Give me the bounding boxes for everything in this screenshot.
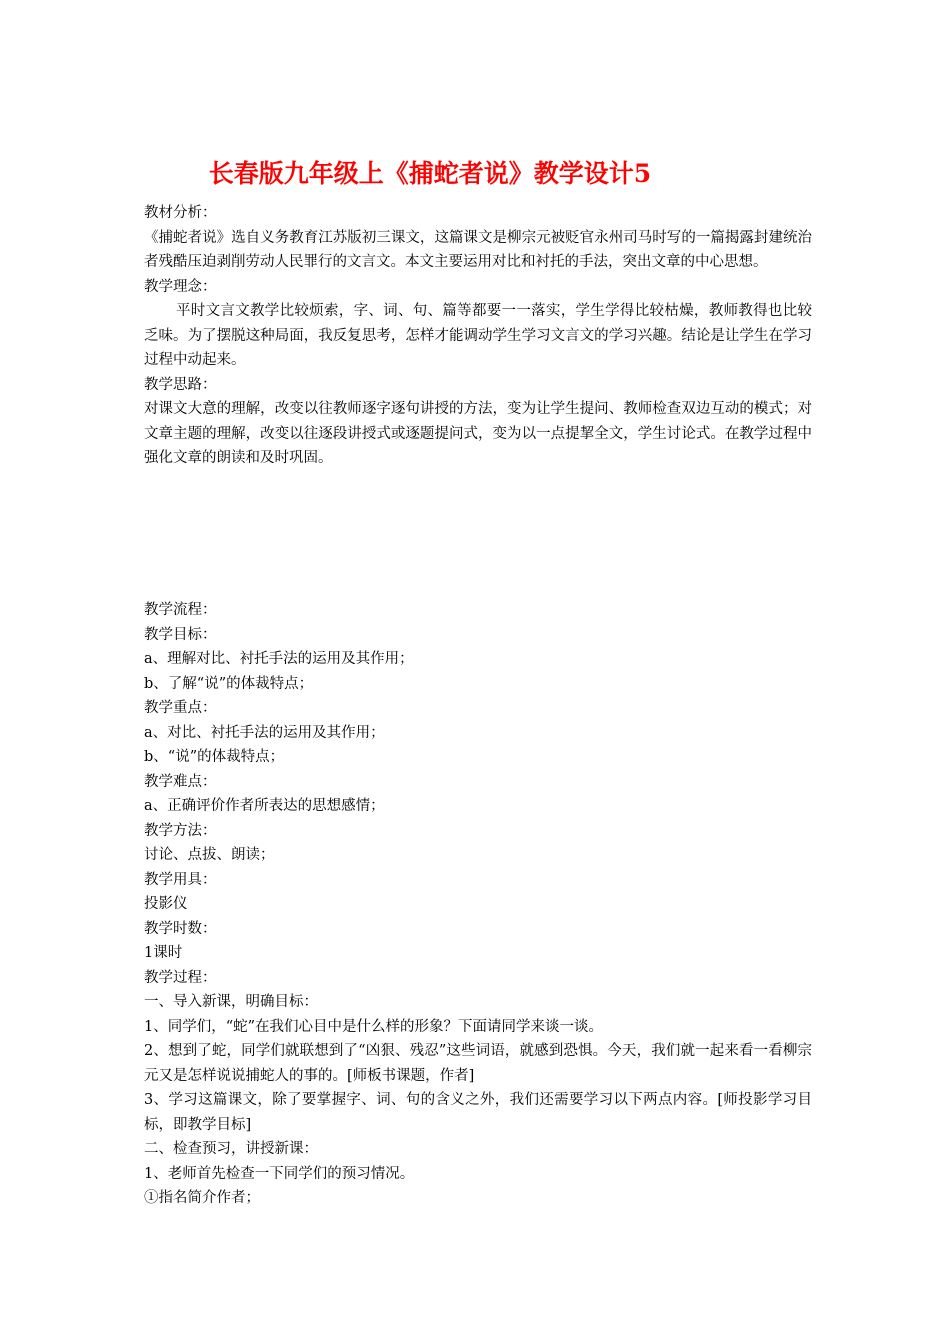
method-text: 讨论、点拔、朗读； — [144, 847, 275, 863]
step1-heading: 一、导入新课，明确目标： — [144, 994, 318, 1010]
step1-item: 3、学习这篇课文，除了要掌握字、词、句的含义之外，我们还需要学习以下两点内容。[师投影学习目标，即教学目标] — [144, 1092, 812, 1133]
goal-item: a、理解对比、衬托手法的运用及其作用； — [144, 651, 414, 667]
hours-heading: 教学时数： — [144, 920, 217, 937]
hours-text: 1课时 — [144, 945, 183, 961]
approach-heading: 教学思路： — [144, 376, 217, 393]
approach-paragraph: 对课文大意的理解，改变以往教师逐字逐句讲授的方法，变为让学生提问、教师检查双边互动的模式；对文章主题的理解，改变以往逐段讲授式或逐题提问式，变为以一点提挈全文，学生讨论式。在教学过程中强化文章的朗读和及时巩固。 — [144, 401, 812, 466]
concept-paragraph: 平时文言文教学比较烦索，字、词、句、篇等都要一一落实，学生学得比较枯燥，教师教得也比较乏味。为了摆脱这种局面，我反复思考，怎样才能调动学生学习文言文的学习兴趣。结论是让学生在学习过程中动起来。 — [144, 303, 812, 368]
step2-item: 1、老师首先检查一下同学们的预习情况。 — [144, 1165, 415, 1182]
material-paragraph: 《捕蛇者说》选自义务教育江苏版初三课文，这篇课文是柳宗元被贬官永州司马时写的一篇揭露封建统治者残酷压迫剥削劳动人民罪行的文言文。本文主要运用对比和衬托的手法，突出文章的中心思想。 — [144, 229, 812, 270]
procedure-heading: 教学过程： — [144, 969, 217, 986]
process-section — [144, 598, 812, 1211]
document-title: 长春版九年级上《捕蛇者说》教学设计5 — [208, 159, 652, 188]
step1-item: 1、同学们，“蛇”在我们心目中是什么样的形象？下面请同学来谈一谈。 — [144, 1018, 604, 1035]
method-heading: 教学方法： — [144, 822, 217, 839]
concept-heading: 教学理念： — [144, 278, 217, 295]
step2-heading: 二、检查预习，讲授新课： — [144, 1141, 318, 1157]
step1-item: 2、想到了蛇，同学们就联想到了“凶狠、残忍”这些词语，就感到恐惧。今天，我们就一起来看一看柳宗元又是怎样说说捕蛇人的事的。[师板书课题，作者] — [144, 1043, 812, 1084]
difficulty-heading: 教学难点： — [144, 773, 217, 790]
step2-subitem: ①指名简介作者； — [144, 1190, 260, 1206]
goal-item: b、了解“说”的体裁特点； — [144, 675, 314, 692]
tools-text: 投影仪 — [144, 896, 188, 912]
tools-heading: 教学用具： — [144, 871, 217, 888]
focus-item: a、对比、衬托手法的运用及其作用； — [144, 724, 385, 741]
material-heading: 教材分析： — [144, 205, 217, 221]
focus-item: b、“说”的体裁特点； — [144, 749, 285, 765]
difficulty-item: a、正确评价作者所表达的思想感情； — [144, 798, 385, 814]
process-heading: 教学流程： — [144, 602, 217, 618]
intro-section — [144, 201, 812, 471]
goals-heading: 教学目标： — [144, 626, 217, 643]
focus-heading: 教学重点： — [144, 700, 217, 716]
